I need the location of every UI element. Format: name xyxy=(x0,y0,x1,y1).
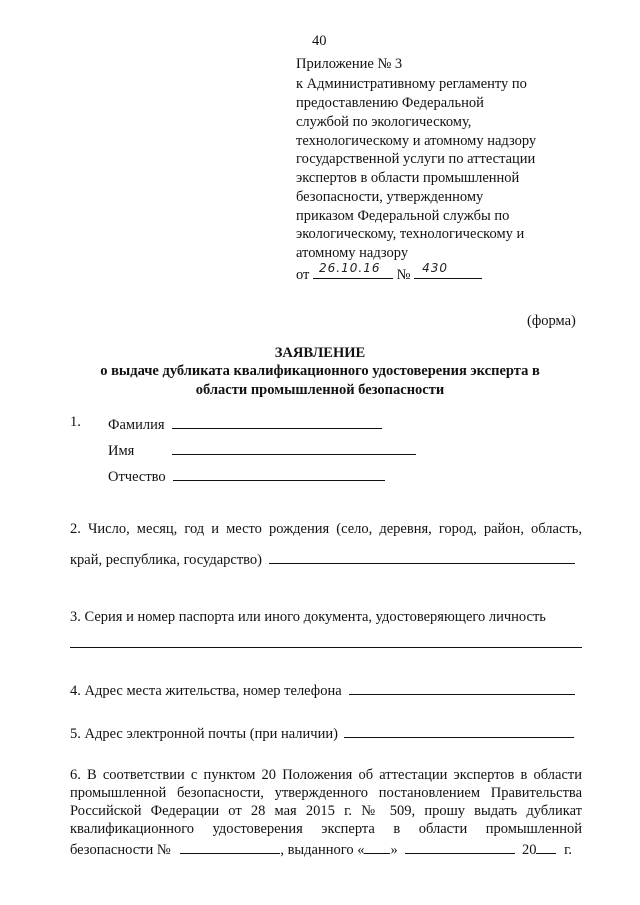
birth-place-field[interactable] xyxy=(269,549,575,564)
name-row xyxy=(108,440,416,461)
address-phone-field[interactable] xyxy=(349,680,575,695)
patronymic-label: Отчество xyxy=(108,469,166,485)
number-label: № xyxy=(396,267,411,283)
handwritten-number: 430 xyxy=(422,260,449,275)
certificate-number-field[interactable] xyxy=(180,839,280,854)
duplicate-number-label: безопасности № xyxy=(70,842,171,858)
section2-line1: 2. Число, месяц, год и место рождения (село, деревня, город, район, область, xyxy=(70,521,582,537)
document-subtitle-line2: области промышленной безопасности xyxy=(195,382,445,398)
form-label: (форма) xyxy=(527,313,576,329)
appendix-line: технологическому и атомному надзору xyxy=(296,133,537,149)
appendix-line: государственной услуги по аттестации xyxy=(296,151,536,167)
page-number: 40 xyxy=(312,33,327,49)
surname-field[interactable] xyxy=(172,414,382,429)
surname-row xyxy=(108,414,382,435)
appendix-line: предоставлению Федеральной xyxy=(296,95,484,111)
document-subtitle-line1: о выдаче дубликата квалификационного удостоверения эксперта в xyxy=(100,363,540,379)
document-title: ЗАЯВЛЕНИЕ xyxy=(274,345,366,361)
appendix-order-line xyxy=(296,260,496,285)
name-field[interactable] xyxy=(172,440,416,455)
appendix-line: службой по экологическому, xyxy=(296,114,472,130)
section6-line5 xyxy=(70,839,572,860)
handwritten-date: 26.10.16 xyxy=(319,260,381,275)
issue-day-field[interactable] xyxy=(364,839,390,854)
issue-year-field[interactable] xyxy=(536,839,556,854)
section4-text: 4. Адрес места жительства, номер телефона xyxy=(70,683,342,699)
from-label: от xyxy=(296,267,310,283)
appendix-line: экспертов в области промышленной xyxy=(296,170,520,186)
patronymic-field[interactable] xyxy=(173,466,385,481)
year-suffix: г. xyxy=(564,842,573,858)
appendix-line: приказом Федеральной службы по xyxy=(296,208,510,224)
appendix-line: к Административному регламенту по xyxy=(296,76,527,92)
date-field xyxy=(313,260,393,279)
year-prefix: 20 xyxy=(521,842,537,858)
appendix-line: безопасности, утвержденному xyxy=(296,189,484,205)
section6-line4: квалификационного удостоверения эксперта в области промышленной xyxy=(70,821,582,837)
section5-row xyxy=(70,723,574,744)
issue-month-field[interactable] xyxy=(405,839,515,854)
patronymic-row xyxy=(108,466,385,487)
section2-row2 xyxy=(70,549,575,570)
section6-line1: 6. В соответствии с пунктом 20 Положения об аттестации экспертов в области xyxy=(70,767,582,783)
appendix-line: экологическому, технологическому и xyxy=(296,226,525,242)
section6-line2: промышленной безопасности, утвержденного постановлением Правительства xyxy=(70,785,582,801)
quote-close: » xyxy=(390,842,398,858)
name-label: Имя xyxy=(108,443,135,459)
passport-field[interactable] xyxy=(70,647,582,648)
section1-number: 1. xyxy=(70,414,81,430)
appendix-line: атомному надзору xyxy=(296,245,409,261)
section6-line3: Российской Федерации от 28 мая 2015 г. № 509, прошу выдать дубликат xyxy=(70,803,582,819)
section3-text: 3. Серия и номер паспорта или иного документа, удостоверяющего личность xyxy=(70,609,546,625)
section5-text: 5. Адрес электронной почты (при наличии) xyxy=(70,726,338,742)
number-field xyxy=(414,260,482,279)
surname-label: Фамилия xyxy=(108,417,165,433)
appendix-line: Приложение № 3 xyxy=(296,56,403,72)
email-field[interactable] xyxy=(344,723,574,738)
section4-row xyxy=(70,680,575,701)
section2-line2: край, республика, государство) xyxy=(70,552,263,568)
issued-label: , выданного « xyxy=(280,842,365,858)
